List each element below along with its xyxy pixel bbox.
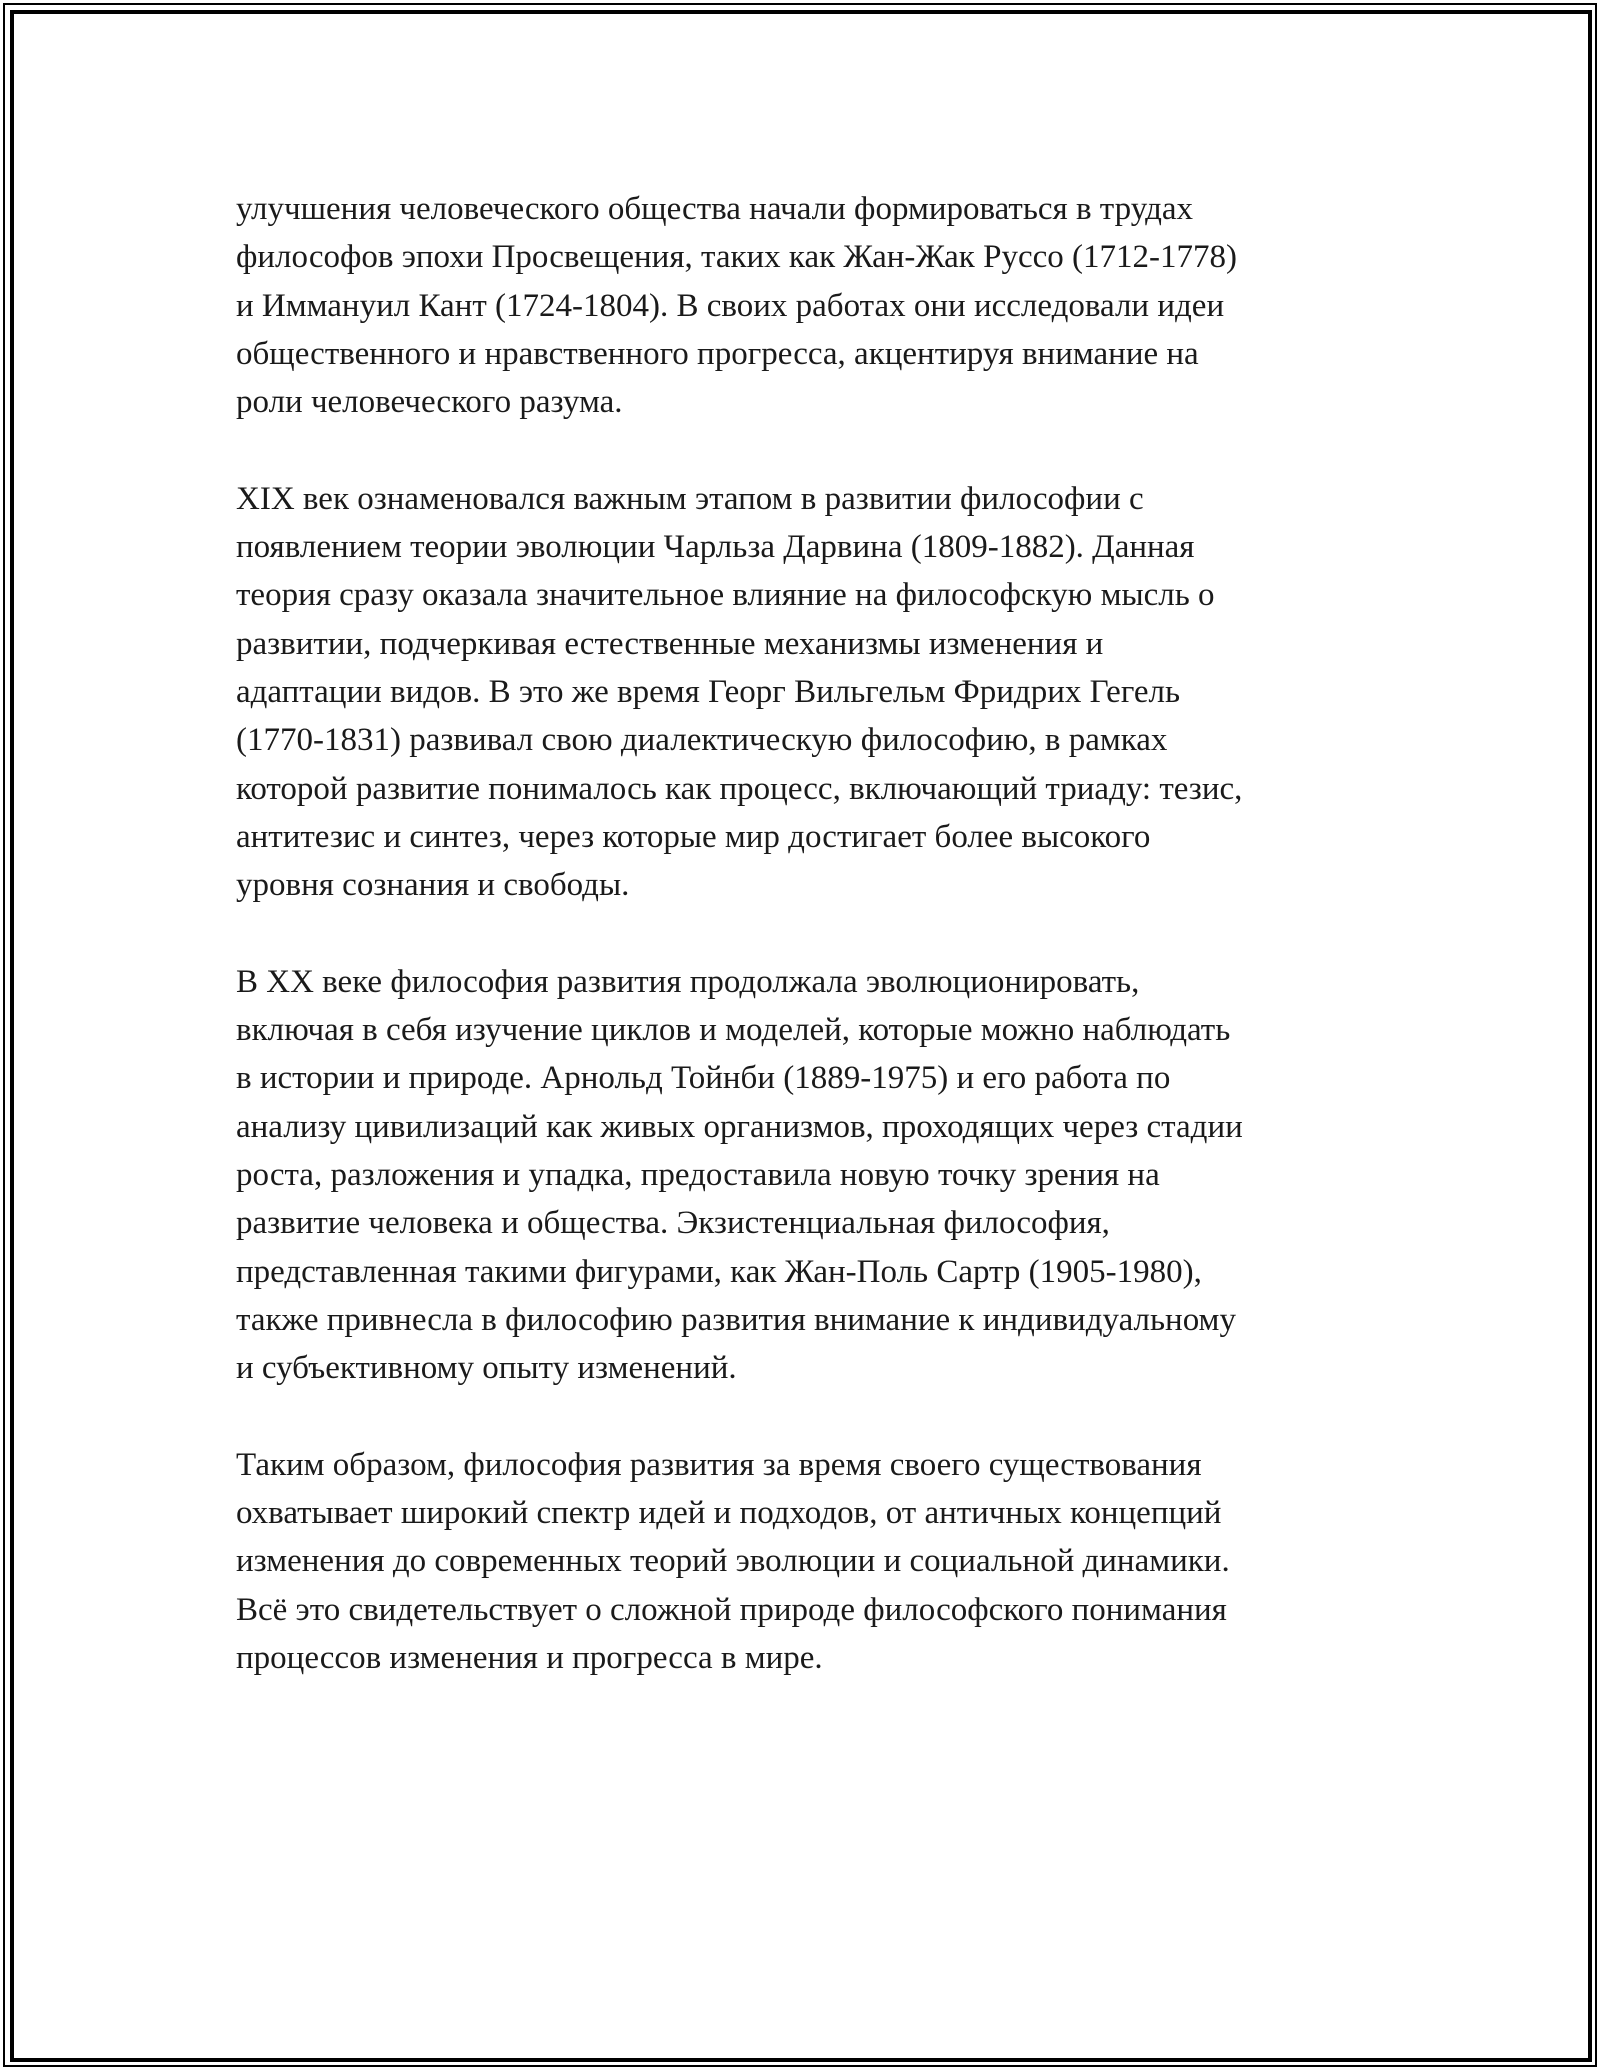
paragraph-gap bbox=[236, 426, 1386, 474]
text-line: которой развитие понималось как процесс, включающий триаду: тезис, bbox=[236, 770, 1243, 807]
text-line: антитезис и синтез, через которые мир достигает более высокого bbox=[236, 818, 1151, 855]
text-line: (1770-1831) развивал свою диалектическую философию, в рамках bbox=[236, 722, 1168, 759]
text-line: включая в себя изучение циклов и моделей, которые можно наблюдать bbox=[236, 1012, 1231, 1049]
text-line: и Иммануил Кант (1724-1804). В своих работах они исследовали идеи bbox=[236, 287, 1225, 324]
text-line: общественного и нравственного прогресса, акцентируя внимание на bbox=[236, 335, 1199, 372]
text-line: развитие человека и общества. Экзистенциальная философия, bbox=[236, 1205, 1110, 1242]
paragraph-1 bbox=[236, 185, 1386, 426]
paragraph-gap bbox=[236, 909, 1386, 957]
text-line: адаптации видов. В это же время Георг Вильгельм Фридрих Гегель bbox=[236, 673, 1181, 710]
text-line: появлением теории эволюции Чарльза Дарвина (1809-1882). Данная bbox=[236, 529, 1195, 566]
document-body bbox=[236, 185, 1386, 1682]
text-line: улучшения человеческого общества начали формироваться в трудах bbox=[236, 191, 1194, 227]
text-line: уровня сознания и свободы. bbox=[236, 867, 630, 904]
text-line: Всё это свидетельствует о сложной природе философского понимания bbox=[236, 1591, 1227, 1628]
text-line: роли человеческого разума. bbox=[236, 384, 623, 421]
text-line: теория сразу оказала значительное влияние на философскую мысль о bbox=[236, 577, 1215, 614]
text-line: В XX веке философия развития продолжала эволюционировать, bbox=[236, 963, 1140, 1000]
text-line: в истории и природе. Арнольд Тойнби (1889-1975) и его работа по bbox=[236, 1060, 1171, 1097]
paragraph-gap bbox=[236, 1392, 1386, 1440]
text-line: роста, разложения и упадка, предоставила новую точку зрения на bbox=[236, 1156, 1160, 1193]
text-line: анализу цивилизаций как живых организмов, проходящих через стадии bbox=[236, 1108, 1243, 1145]
text-line: процессов изменения и прогресса в мире. bbox=[236, 1639, 823, 1676]
paragraph-3 bbox=[236, 958, 1386, 1393]
paragraph-2 bbox=[236, 475, 1386, 910]
text-line: также привнесла в философию развития внимание к индивидуальному bbox=[236, 1301, 1236, 1338]
text-line: изменения до современных теорий эволюции и социальной динамики. bbox=[236, 1543, 1230, 1580]
text-line: и субъективному опыту изменений. bbox=[236, 1350, 737, 1387]
text-line: философов эпохи Просвещения, таких как Жан-Жак Руссо (1712-1778) bbox=[236, 239, 1237, 276]
text-line: охватывает широкий спектр идей и подходов, от античных концепций bbox=[236, 1495, 1222, 1532]
paragraph-4 bbox=[236, 1441, 1386, 1682]
text-line: XIX век ознаменовался важным этапом в развитии философии с bbox=[236, 480, 1144, 517]
text-line: развитии, подчеркивая естественные механизмы изменения и bbox=[236, 625, 1104, 662]
text-line: представленная такими фигурами, как Жан-Поль Сартр (1905-1980), bbox=[236, 1253, 1202, 1290]
text-line: Таким образом, философия развития за время своего существования bbox=[236, 1446, 1202, 1483]
